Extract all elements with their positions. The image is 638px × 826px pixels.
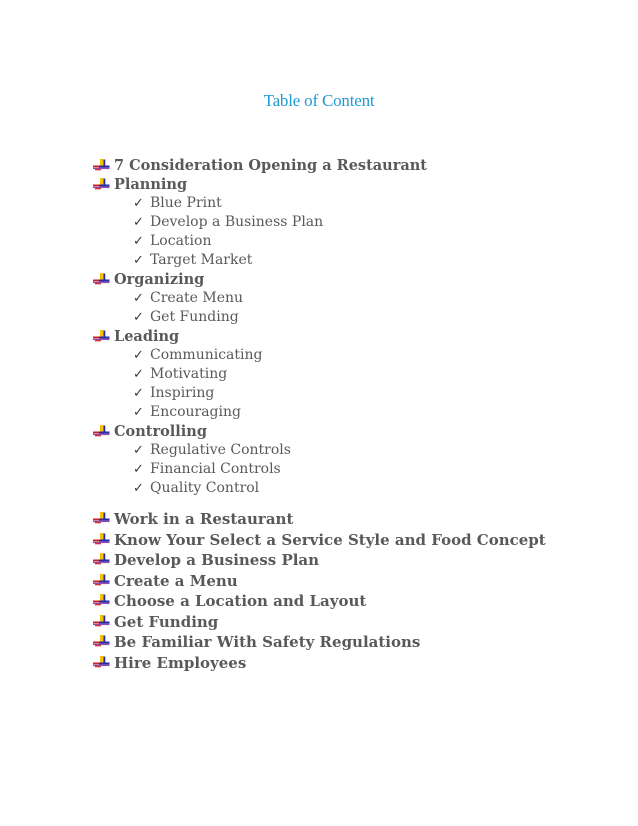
toc-step <box>93 653 613 674</box>
toc-subitem <box>93 308 613 327</box>
toc-subitem-label: Blue Print <box>150 195 222 211</box>
toc-subitem <box>93 479 613 498</box>
toc-subitem <box>93 232 613 251</box>
bullet-icon <box>93 574 110 587</box>
toc-subitem-label: Quality Control <box>150 480 260 496</box>
bullet-icon <box>93 425 110 438</box>
toc-step-label: Be Familiar With Safety Regulations <box>114 633 421 651</box>
toc-subitem-label: Financial Controls <box>150 461 281 477</box>
toc-step-label: Get Funding <box>114 612 219 631</box>
toc-step <box>93 530 613 551</box>
bullet-icon <box>93 273 110 286</box>
checkmark-icon: ✓ <box>133 234 144 249</box>
toc-subitem-label: Develop a Business Plan <box>150 214 324 230</box>
bullet-icon <box>93 533 110 546</box>
bullet-icon <box>93 594 110 607</box>
toc-subitem <box>93 194 613 213</box>
toc-subitem <box>93 289 613 308</box>
toc-subitem-label: Inspiring <box>150 385 215 401</box>
toc-section-label: Planning <box>114 176 188 193</box>
bullet-icon <box>93 615 110 628</box>
toc-subitem <box>93 365 613 384</box>
checkmark-icon: ✓ <box>133 348 144 363</box>
checkmark-icon: ✓ <box>133 215 144 230</box>
toc-step-label: Hire Employees <box>114 653 247 672</box>
toc-subitem-label: Regulative Controls <box>150 442 291 458</box>
toc-subitem-label: Create Menu <box>150 290 244 306</box>
table-of-contents <box>93 156 613 673</box>
bullet-icon <box>93 656 110 669</box>
toc-subitem-label: Get Funding <box>150 309 239 325</box>
toc-subitem <box>93 460 613 479</box>
toc-step-label: Develop a Business Plan <box>114 551 320 569</box>
toc-step <box>93 591 613 612</box>
toc-subitem <box>93 441 613 460</box>
checkmark-icon: ✓ <box>133 462 144 477</box>
toc-section <box>93 175 613 194</box>
checkmark-icon: ✓ <box>133 481 144 496</box>
toc-section-label: Controlling <box>114 423 207 440</box>
checkmark-icon: ✓ <box>133 253 144 268</box>
toc-subitem <box>93 384 613 403</box>
toc-section <box>93 270 613 289</box>
toc-subitem-label: Location <box>150 233 212 249</box>
toc-subitem-label: Motivating <box>150 366 228 382</box>
checkmark-icon: ✓ <box>133 196 144 211</box>
bullet-icon <box>93 178 110 191</box>
bullet-icon <box>93 330 110 343</box>
bullet-icon <box>93 512 110 525</box>
bullet-icon <box>93 159 110 172</box>
checkmark-icon: ✓ <box>133 310 144 325</box>
toc-subitem-label: Target Market <box>150 252 253 268</box>
toc-subitem <box>93 213 613 232</box>
toc-step-label: Create a Menu <box>114 571 238 590</box>
checkmark-icon: ✓ <box>133 367 144 382</box>
toc-section-label: 7 Consideration Opening a Restaurant <box>114 157 427 174</box>
toc-subitem <box>93 251 613 270</box>
toc-step <box>93 571 613 592</box>
toc-step <box>93 509 613 530</box>
toc-section <box>93 422 613 441</box>
toc-subitem <box>93 403 613 422</box>
toc-step <box>93 550 613 571</box>
toc-subitem-label: Communicating <box>150 347 263 363</box>
toc-step-label: Know Your Select a Service Style and Food Concept <box>114 530 546 549</box>
toc-section <box>93 327 613 346</box>
toc-subitem <box>93 346 613 365</box>
checkmark-icon: ✓ <box>133 291 144 306</box>
toc-section-label: Organizing <box>114 271 205 288</box>
bullet-icon <box>93 635 110 648</box>
toc-subitem-label: Encouraging <box>150 404 241 420</box>
bullet-icon <box>93 553 110 566</box>
toc-step <box>93 632 613 653</box>
toc-step <box>93 612 613 633</box>
toc-section <box>93 156 613 175</box>
page-title: Table of Content <box>263 91 375 110</box>
checkmark-icon: ✓ <box>133 443 144 458</box>
checkmark-icon: ✓ <box>133 405 144 420</box>
toc-section-label: Leading <box>114 328 180 345</box>
toc-step-label: Work in a Restaurant <box>114 510 294 528</box>
checkmark-icon: ✓ <box>133 386 144 401</box>
toc-step-label: Choose a Location and Layout <box>114 592 367 610</box>
